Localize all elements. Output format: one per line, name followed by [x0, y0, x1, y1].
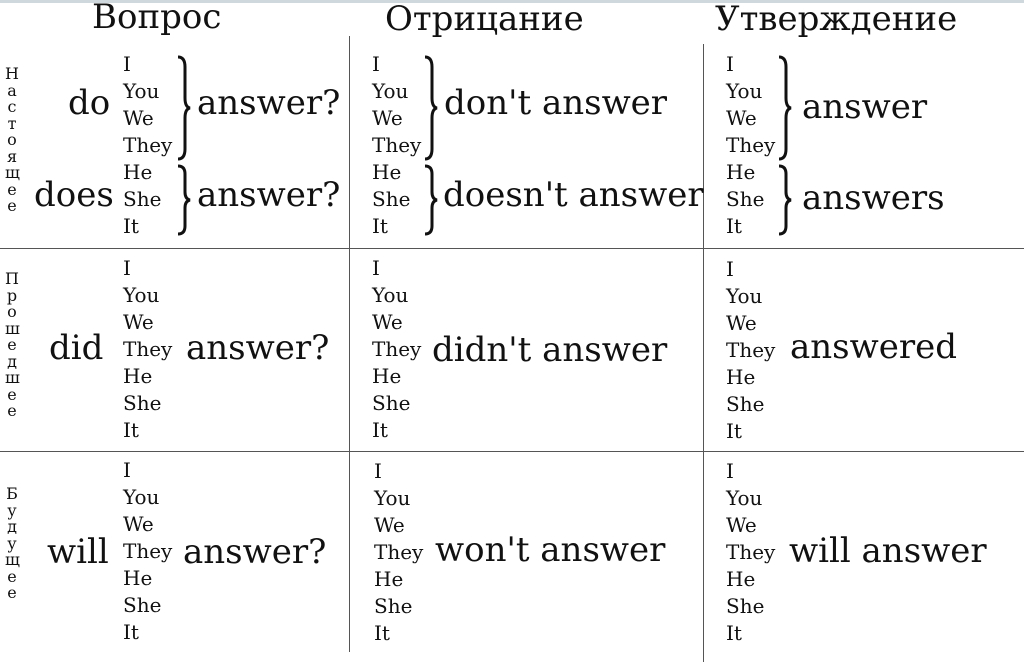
present-pronouns-n-2: He She It	[372, 160, 411, 238]
header-affirmation: Утверждение	[715, 0, 958, 39]
present-pronouns-a-1: I You We They	[726, 52, 776, 157]
future-negation: won't answer	[435, 530, 666, 570]
present-pronouns-n-1: I You We They	[372, 52, 422, 157]
past-pronouns-n: I You We They He She It	[372, 256, 422, 442]
past-aux-did: did	[49, 328, 104, 368]
tense-label-future: Б у д у щ е е	[5, 484, 20, 602]
divider-col-1	[349, 36, 350, 652]
past-verb-q: answer?	[186, 328, 330, 368]
present-pronouns-q-1: I You We They	[123, 52, 173, 157]
future-pronouns-q: I You We They He She It	[123, 458, 173, 644]
divider-col-2	[703, 44, 704, 662]
present-affirmation-2: answers	[802, 178, 945, 218]
brace-present-a-1	[776, 55, 792, 161]
past-negation: didn't answer	[432, 330, 668, 370]
future-affirmation: will answer	[789, 531, 987, 571]
brace-present-a-2	[776, 164, 792, 236]
tense-label-past: П р о ш е д ш е е	[5, 269, 20, 420]
future-verb-q: answer?	[183, 532, 327, 572]
brace-present-q-2	[175, 164, 191, 236]
header-question: Вопрос	[92, 0, 222, 37]
future-aux-will: will	[47, 532, 109, 572]
present-affirmation-1: answer	[802, 87, 928, 127]
brace-present-q-1	[175, 55, 191, 161]
present-negation-2: doesn't answer	[443, 175, 704, 215]
past-affirmation: answered	[790, 327, 957, 367]
header-negation: Отрицание	[385, 0, 584, 39]
present-verb-q-2: answer?	[197, 175, 341, 215]
present-pronouns-a-2: He She It	[726, 160, 765, 238]
present-negation-1: don't answer	[444, 83, 668, 123]
divider-row-2	[0, 451, 1024, 452]
tense-label-present: Н а с т о я щ е е	[5, 64, 20, 215]
brace-present-n-1	[422, 55, 438, 161]
brace-present-n-2	[422, 164, 438, 236]
present-aux-do: do	[68, 83, 111, 123]
past-pronouns-a: I You We They He She It	[726, 257, 776, 443]
divider-row-1	[0, 248, 1024, 249]
present-pronouns-q-2: He She It	[123, 160, 162, 238]
future-pronouns-a: I You We They He She It	[726, 459, 776, 645]
present-aux-does: does	[34, 175, 114, 215]
present-verb-q-1: answer?	[197, 83, 341, 123]
past-pronouns-q: I You We They He She It	[123, 256, 173, 442]
future-pronouns-n: I You We They He She It	[374, 459, 424, 645]
